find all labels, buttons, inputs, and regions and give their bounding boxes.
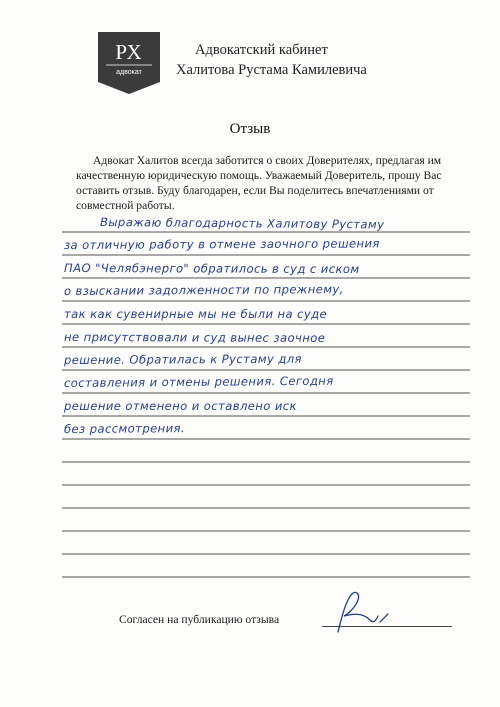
handwritten-line: без рассмотрения. <box>63 421 186 436</box>
firm-name-line1: Адвокатский кабинет <box>195 42 328 58</box>
handwritten-line: за отличную работу в отмене заочного решения <box>63 236 380 252</box>
consent-label: Согласен на публикацию отзыва <box>119 613 280 626</box>
signature-mark <box>318 586 398 634</box>
page-title: Отзыв <box>229 121 271 137</box>
firm-name-line2: Халитова Рустама Камилевича <box>176 62 367 78</box>
intro-line-3: оставить отзыв. Буду благодарен, если Вы поделитесь впечатлениями от <box>76 184 434 197</box>
handwritten-line: решение. Обратилась к Рустаму для <box>63 351 302 367</box>
handwritten-line: ПАО "Челябэнерго" обратилось в суд с иском <box>64 261 360 277</box>
logo-subtitle: адвокат <box>116 69 142 76</box>
handwritten-line: решение отменено и оставлено иск <box>64 399 297 413</box>
logo-letters: РХ <box>115 40 143 64</box>
intro-line-1: Адвокат Халитов всегда заботится о своих Доверителях, предлагая им <box>93 154 442 167</box>
handwritten-line: не присутствовали и суд вынес заочное <box>64 330 326 345</box>
handwritten-line: Выражаю благодарность Халитову Рустаму <box>100 215 385 232</box>
intro-line-2: качественную юридическую помощь. Уважаемый Доверитель, прошу Вас <box>76 169 442 182</box>
handwritten-line: так как сувенирные мы не были на суде <box>64 307 328 321</box>
intro-line-4: совместной работы. <box>76 199 175 212</box>
handwritten-line: составления и отмены решения. Сегодня <box>63 373 334 390</box>
handwritten-line: о взыскании задолженности по прежнему, <box>63 282 344 298</box>
